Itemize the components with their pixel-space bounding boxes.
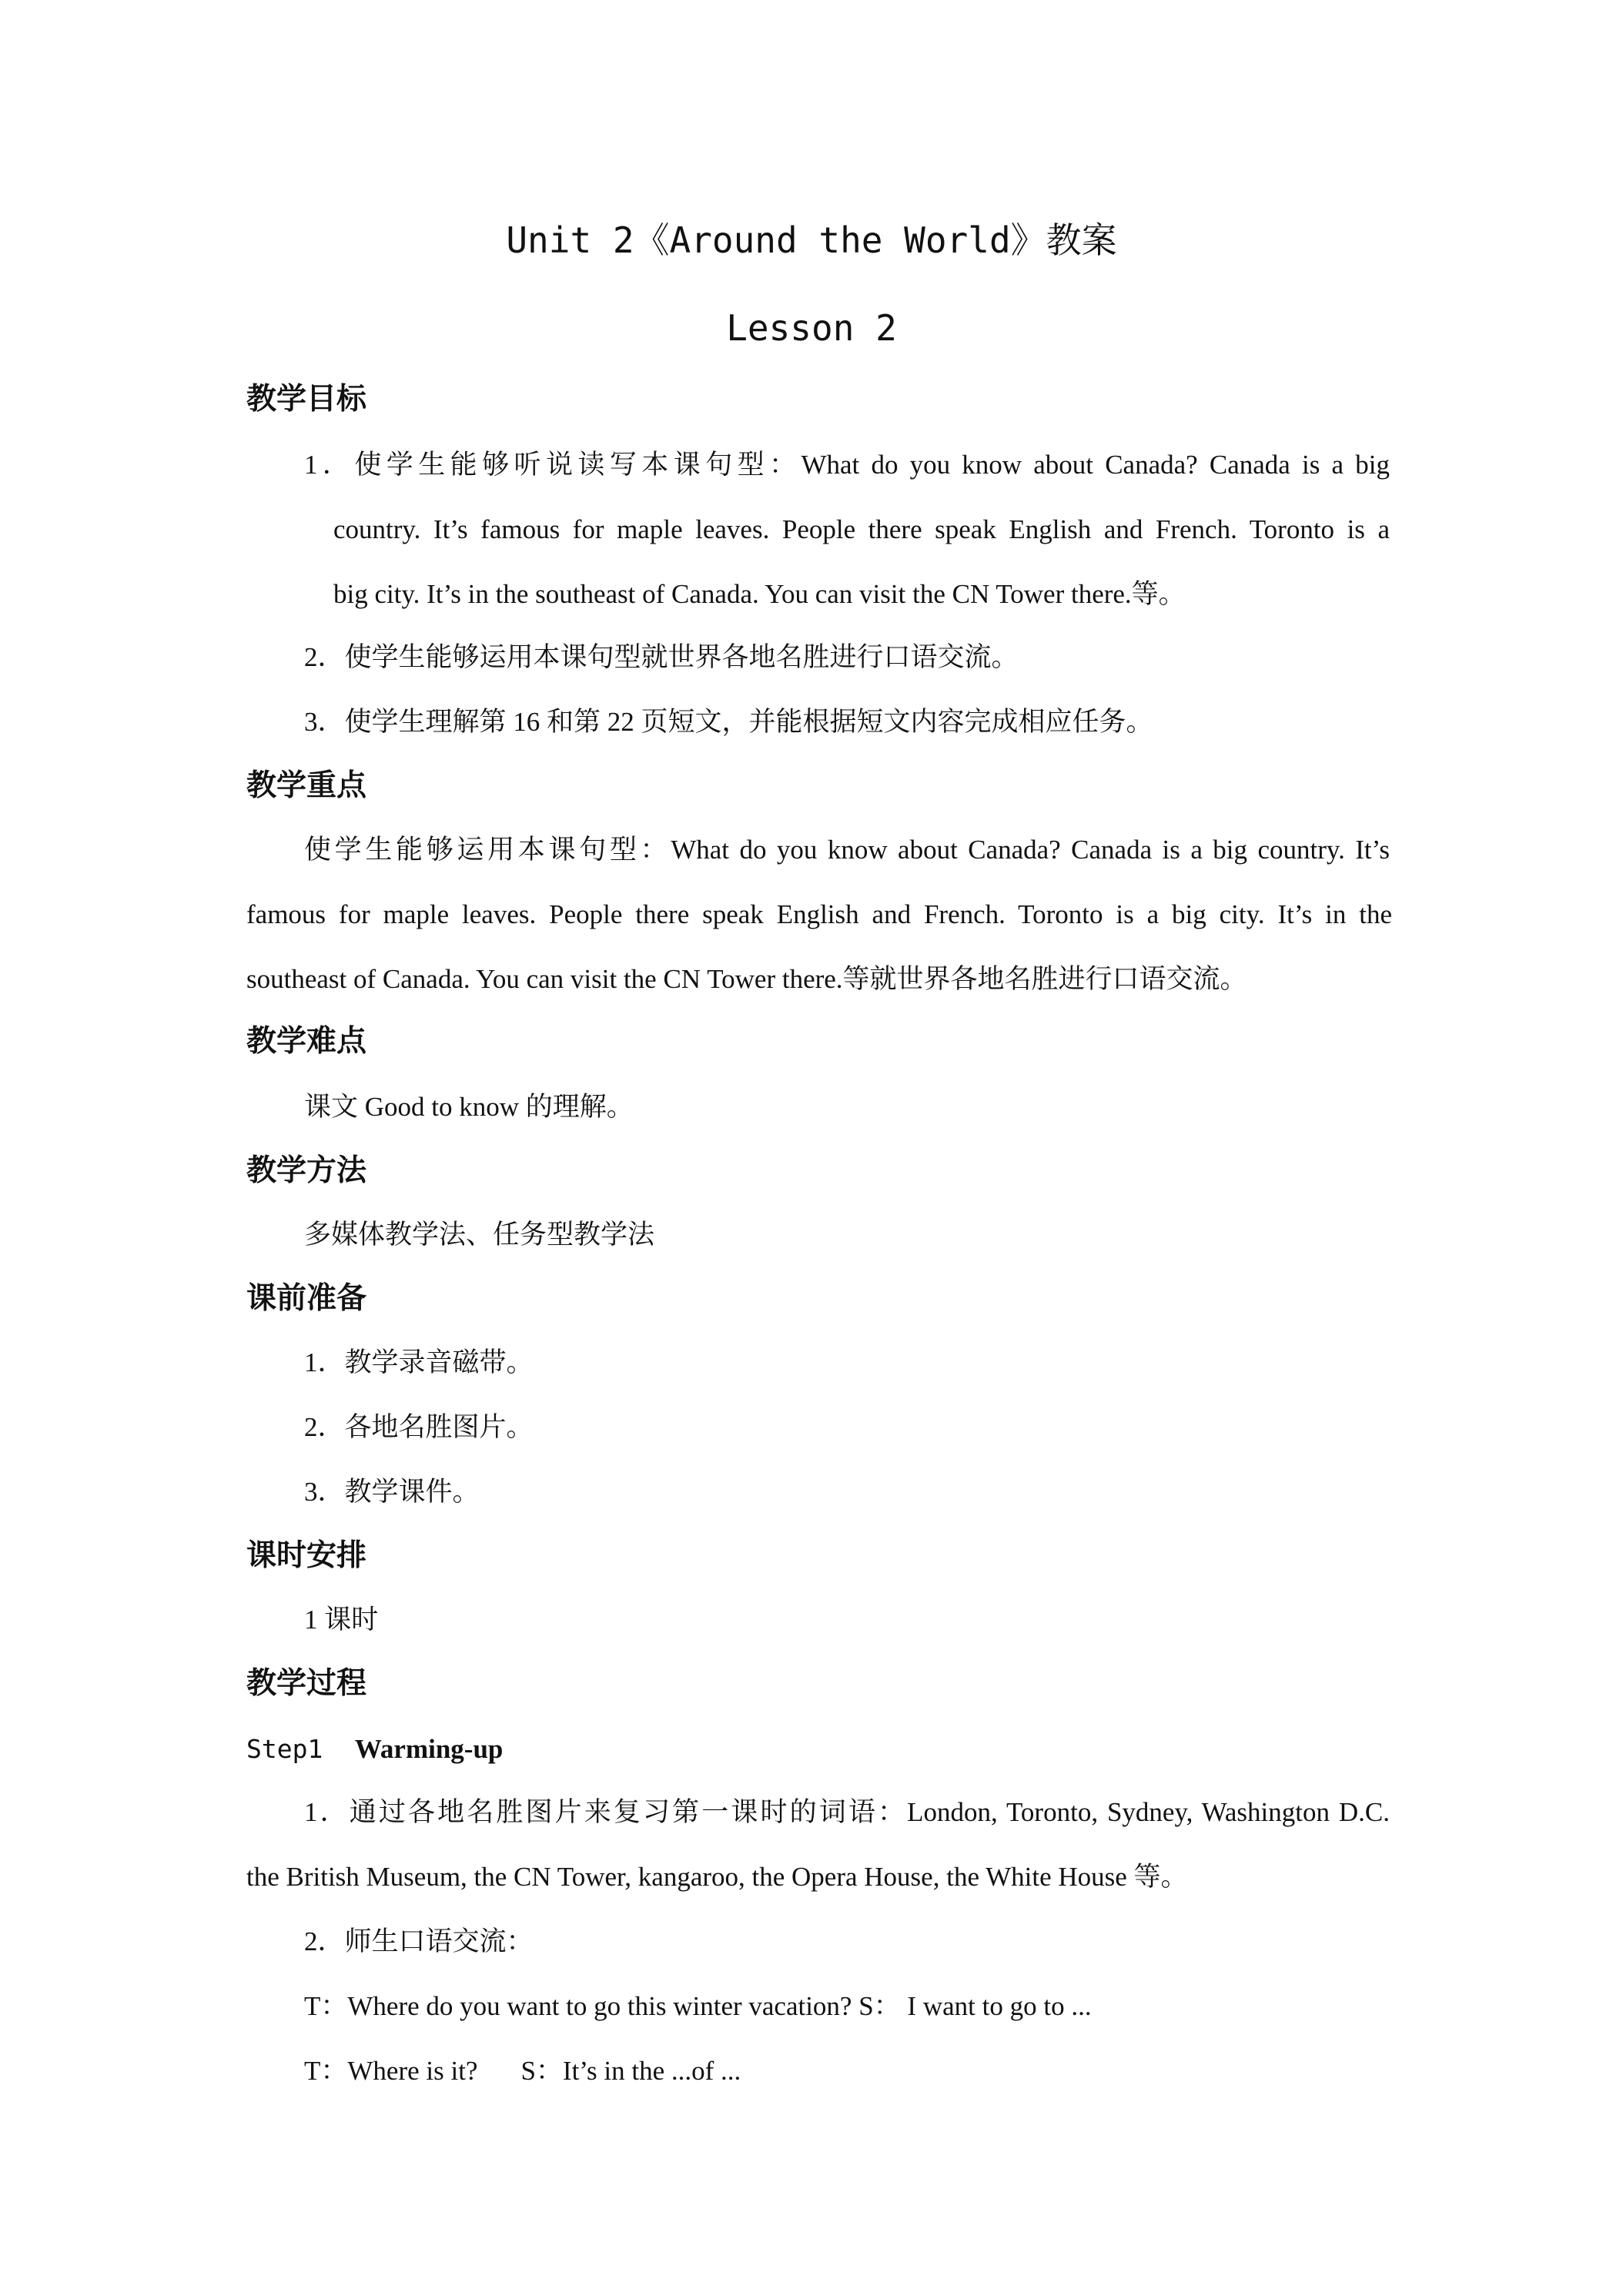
document-title: Unit 2《Around the World》教案 xyxy=(506,219,1117,261)
dialog-1-teacher: T：Where do you want to go this winter vacation? xyxy=(304,1991,852,2021)
section-heading-key-points: 教学重点 xyxy=(246,768,367,803)
objective-item-1-line-2: country. It’s famous for maple leaves. People there speak English and French. Toronto is a xyxy=(333,514,1390,544)
document-subtitle: Lesson 2 xyxy=(726,307,897,349)
section-heading-difficulties: 教学难点 xyxy=(246,1024,367,1059)
key-points-line-3: southeast of Canada. You can visit the CN Tower there.等就世界各地名胜进行口语交流。 xyxy=(246,964,1247,994)
dialog-line-1 xyxy=(304,1988,1092,2025)
section-heading-objectives: 教学目标 xyxy=(246,382,367,417)
key-points-line-1: 使学生能够运用本课句型：What do you know about Canada? Canada is a big country. It’s xyxy=(304,835,1390,865)
process-item-1-line-1: 1．通过各地名胜图片来复习第一课时的词语：London, Toronto, Sydney, Washington D.C. xyxy=(304,1797,1390,1827)
difficulties-text: 课文 Good to know 的理解。 xyxy=(304,1092,634,1122)
key-points-line-2: famous for maple leaves. People there speak English and French. Toronto is a big city. It’s in the xyxy=(246,899,1392,929)
dialog-line-2 xyxy=(304,2053,741,2090)
objective-item-1-line-1: 1．使学生能够听说读写本课句型：What do you know about Canada? Canada is a big xyxy=(304,450,1390,480)
process-item-2: 2．师生口语交流： xyxy=(304,1926,534,1956)
dialog-1-student: S： I want to go to ... xyxy=(858,1991,1092,2021)
dialog-2-student: S：It’s in the ...of ... xyxy=(520,2056,741,2086)
objective-item-2: 2．使学生能够运用本课句型就世界各地名胜进行口语交流。 xyxy=(304,642,1019,672)
preparation-item-1: 1．教学录音磁带。 xyxy=(304,1347,534,1377)
step-1-title: Warming-up xyxy=(354,1734,504,1764)
objective-item-1-line-3: big city. It’s in the southeast of Canada. You can visit the CN Tower there.等。 xyxy=(333,579,1186,609)
section-heading-process: 教学过程 xyxy=(246,1666,367,1701)
step-1-heading xyxy=(246,1731,503,1768)
preparation-item-2: 2．各地名胜图片。 xyxy=(304,1412,534,1442)
objective-item-3: 3．使学生理解第 16 和第 22 页短文，并能根据短文内容完成相应任务。 xyxy=(304,707,1153,737)
schedule-text: 1 课时 xyxy=(304,1605,379,1635)
section-heading-schedule: 课时安排 xyxy=(246,1538,367,1573)
dialog-2-teacher: T：Where is it? xyxy=(304,2056,478,2086)
section-heading-methods: 教学方法 xyxy=(246,1153,367,1188)
process-item-1-line-2: the British Museum, the CN Tower, kangaroo, the Opera House, the White House 等。 xyxy=(246,1862,1188,1892)
step-1-label: Step1 xyxy=(246,1734,323,1764)
section-heading-preparation: 课前准备 xyxy=(246,1281,367,1316)
preparation-item-3: 3．教学课件。 xyxy=(304,1477,480,1507)
methods-text: 多媒体教学法、任务型教学法 xyxy=(304,1220,655,1250)
